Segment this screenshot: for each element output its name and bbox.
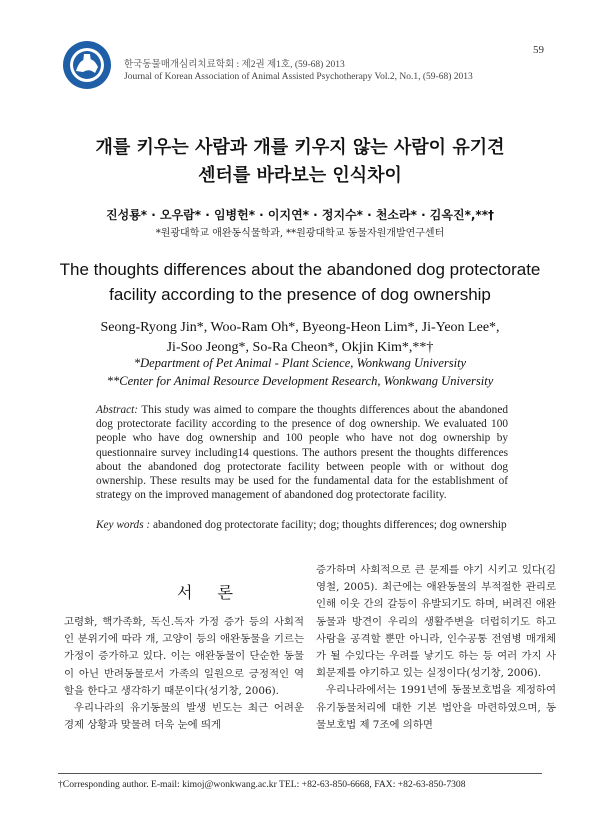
title-english-line2: facility according to the presence of dog ownership <box>109 285 491 304</box>
authors-english-line2: Ji-Soo Jeong*, So-Ra Cheon*, Okjin Kim*,**† <box>166 340 434 355</box>
right-paragraph-2: 우리나라에서는 1991년에 동물보호법을 제정하여 유기동물처리에 대한 기본 법안을 마련하였으며, 동물보호법 제 7조에 의하면 <box>316 684 556 731</box>
footnote-divider <box>58 773 542 774</box>
affiliation-english-line1: *Department of Pet Animal - Plant Science, Wonkwang University <box>133 356 467 370</box>
abstract-text: This study was aimed to compare the thoughts differences about the abandoned dog protectorate facility according to the presence of dog ownership. We evaluated 100 people who have dog ownership and 100 people who have not dog ownership by questionnaire survey including14 questions. The authors present the thoughts differences about the abandoned dog protectorate facility between people with or without dog ownership. These results may be used for the fundamental data for the establishment of strategy on the improved management of abandoned dog protectorate facility. <box>96 404 508 502</box>
authors-korean: 진성룡* · 오우람* · 임병헌* · 이지연* · 정지수* · 천소라* · 김옥진*,**† <box>106 208 494 222</box>
keywords-label: Key words : <box>96 519 151 531</box>
body-column-right <box>316 562 556 734</box>
keywords <box>96 518 508 533</box>
journal-name-korean: 한국동물매개심리치료학회 : 제2권 제1호, (59-68) 2013 <box>124 60 345 70</box>
left-paragraph-2: 우리나라의 유기동물의 발생 빈도는 최근 어려운 경제 상황과 맞물려 더욱 눈에 띄게 <box>64 702 304 732</box>
association-seal-icon <box>62 40 112 90</box>
abstract <box>96 403 508 502</box>
section-heading-introduction: 서 론 <box>177 583 243 602</box>
authors-english-line1: Seong-Ryong Jin*, Woo-Ram Oh*, Byeong-Heon Lim*, Ji-Yeon Lee*, <box>100 320 500 335</box>
affiliation-english-line2: **Center for Animal Resource Development Research, Wonkwang University <box>106 374 494 388</box>
title-korean-line2: 센터를 바라보는 인식차이 <box>198 165 402 186</box>
page-number: 59 <box>533 44 544 56</box>
left-paragraph-1: 고령화, 핵가족화, 독신.독자 가정 증가 등의 사회적인 분위기에 따라 개, 고양이 등의 애완동물을 기르는 가정이 증가하고 있다. 이는 애완동물이 단순한 동물이 아닌 반려동물로서 가족의 일원으로 긍정적인 역할을 한다고 생각하기 때문이다(성기창, 2006). <box>64 616 304 697</box>
affiliation-korean: *원광대학교 애완동식물학과, **원광대학교 동물자원개발연구센터 <box>155 228 445 239</box>
keywords-text: abandoned dog protectorate facility; dog; thoughts differences; dog ownership <box>150 519 507 531</box>
right-paragraph-1: 증가하며 사회적으로 큰 문제를 야기 시키고 있다(김영철, 2005). 최근에는 애완동물의 부적절한 관리로 인해 이웃 간의 갈등이 유발되기도 하며, 버려진 애완동물과 방견이 우리의 생활주변을 더럽히기도 하고 사람을 공격할 뿐만 아니라, 인수공통 전염병 매개체가 될 수있다는 우려를 낳기도 하는 등 여러 가지 사회문제를 야기하고 있는 실정이다(성기창, 2006). <box>316 564 556 680</box>
journal-name-english: Journal of Korean Association of Animal Assisted Psychotherapy Vol.2, No.1, (59-68) 2013 <box>124 72 473 82</box>
abstract-label: Abstract: <box>96 404 139 416</box>
title-korean-line1: 개를 키우는 사람과 개를 키우지 않는 사람이 유기견 <box>95 137 505 158</box>
body-column-left <box>64 614 304 734</box>
footnote-corresponding-author: †Corresponding author. E-mail: kimoj@wonkwang.ac.kr TEL: +82-63-850-6668, FAX: +82-63-850-7308 <box>58 779 466 790</box>
title-english-line1: The thoughts differences about the abandoned dog protectorate <box>59 260 541 279</box>
